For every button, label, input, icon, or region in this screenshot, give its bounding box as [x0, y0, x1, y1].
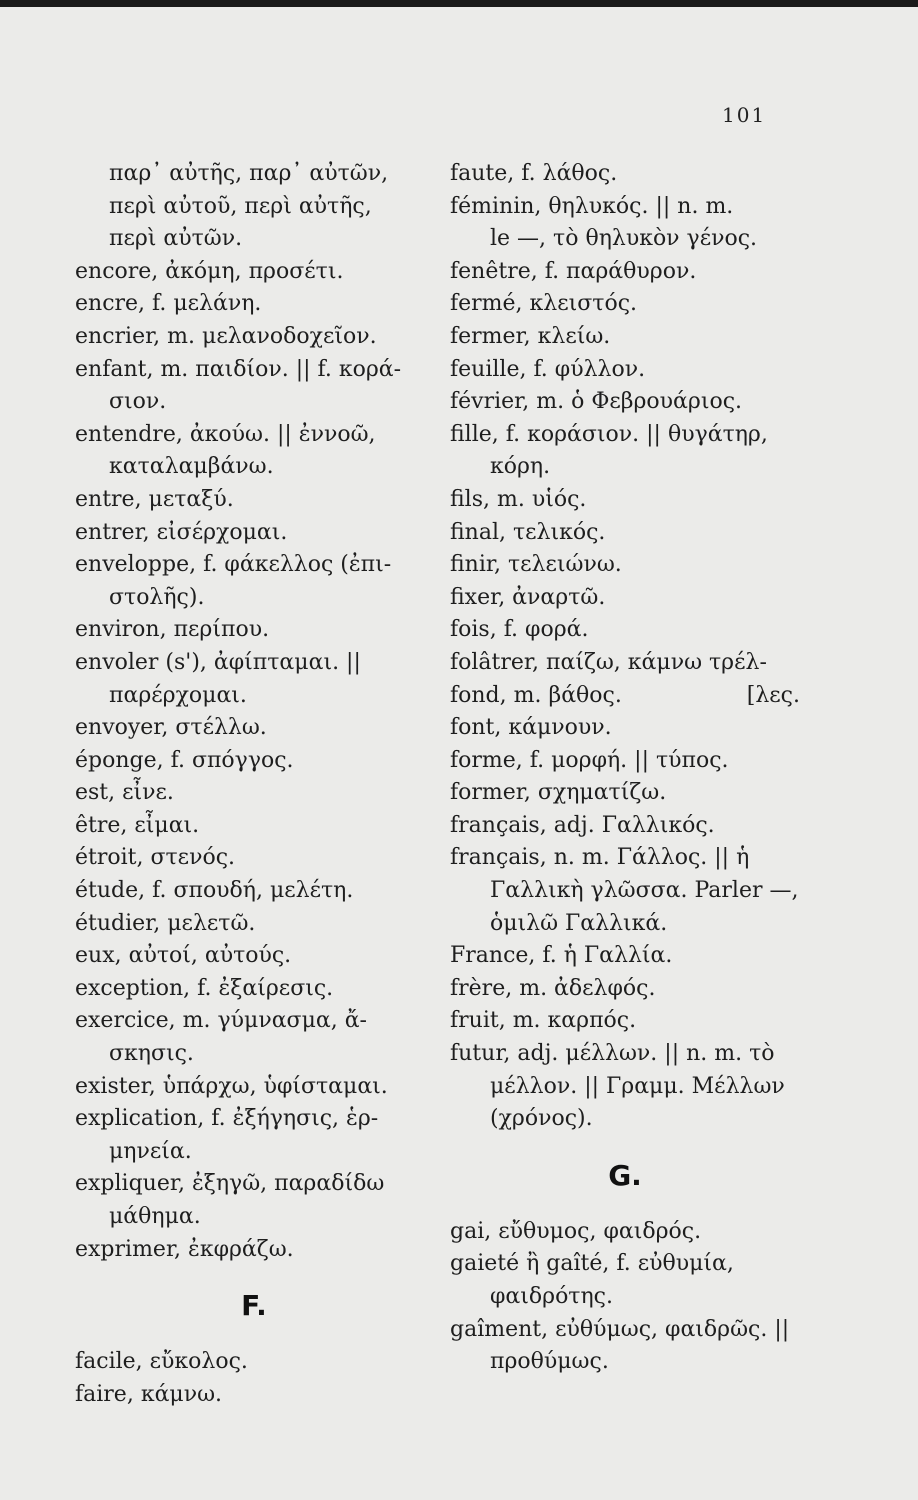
dictionary-entry: enfant, m. παιδίον. || f. κορά-: [75, 356, 402, 382]
entry-continuation-line: σιον.: [109, 389, 167, 415]
dictionary-entry: février, m. ὁ Φεβρουάριος.: [450, 389, 743, 415]
dictionary-entry: final, τελικός.: [450, 519, 606, 545]
left-column: [75, 158, 433, 1411]
dictionary-entry: gaieté ἢ gaîté, f. εὐθυμία,: [450, 1251, 734, 1277]
dictionary-entry: fils, m. υἱός.: [450, 486, 587, 512]
dictionary-entry: faute, f. λάθος.: [450, 161, 618, 186]
dictionary-entry: féminin, θηλυκός. || n. m.: [450, 193, 734, 219]
dictionary-entry: explication, f. ἐξήγησις, ἑρ-: [75, 1106, 379, 1132]
dictionary-entry: encore, ἀκόμη, προσέτι.: [75, 258, 344, 284]
dictionary-entry: eux, αὐτοί, αὐτούς.: [75, 943, 292, 969]
dictionary-entry: est, εἶνε.: [75, 780, 174, 806]
dictionary-entry: exception, f. ἐξαίρεσις.: [75, 975, 334, 1001]
entry-continuation-line: παρ᾽ αὐτῆς, παρ᾽ αὐτῶν,: [109, 161, 389, 186]
dictionary-entry: entrer, εἰσέρχομαι.: [75, 519, 288, 545]
page-number: 101: [722, 103, 767, 127]
dictionary-entry: expliquer, ἐξηγῶ, παραδίδω: [75, 1171, 385, 1197]
dictionary-entry: fenêtre, f. παράθυρον.: [450, 258, 697, 284]
dictionary-entry: gai, εὔθυμος, φαιδρός.: [450, 1218, 702, 1244]
dictionary-entry: font, κάμνουν.: [450, 715, 612, 741]
dictionary-entry: encre, f. μελάνη.: [75, 291, 262, 317]
entry-continuation-line: μηνεία.: [109, 1138, 192, 1164]
entry-continuation-line: le —, τὸ θηλυκὸν γένος.: [490, 226, 758, 252]
entry-continuation-line: προθύμως.: [490, 1349, 609, 1375]
entry-continuation-line: (χρόνος).: [490, 1106, 593, 1132]
dictionary-entry: français, n. m. Γάλλος. || ἡ: [450, 845, 750, 871]
dictionary-entry: étude, f. σπουδή, μελέτη.: [75, 878, 354, 904]
dictionary-entry: former, σχηματίζω.: [450, 780, 667, 806]
dictionary-entry: étudier, μελετῶ.: [75, 910, 256, 936]
entry-continuation-line: περὶ αὐτοῦ, περὶ αὐτῆς,: [109, 193, 372, 219]
dictionary-entry: envoler (s'), ἀφίπταμαι. ||: [75, 649, 361, 675]
dictionary-entry: fois, f. φορά.: [450, 617, 589, 643]
dictionary-entry: fille, f. κοράσιον. || θυγάτηρ,: [450, 421, 768, 447]
carried-over-fragment: [λες.: [746, 682, 800, 708]
dictionary-entry: folâtrer, παίζω, κάμνω τρέλ-: [450, 649, 767, 675]
dictionary-entry: feuille, f. φύλλον.: [450, 356, 646, 382]
entry-continuation-line: μάθημα.: [109, 1204, 201, 1229]
section-letter-heading: G.: [608, 1158, 642, 1192]
dictionary-entry: enveloppe, f. φάκελλος (ἐπι-: [75, 552, 392, 578]
dictionary-entry: entendre, ἀκούω. || ἐννοῶ,: [75, 421, 376, 447]
dictionary-entry: fermer, κλείω.: [450, 323, 611, 349]
dictionary-entry: exercice, m. γύμνασμα, ἄ-: [75, 1008, 367, 1034]
entry-continuation-line: περὶ αὐτῶν.: [109, 226, 243, 252]
entry-continuation-line: κόρη.: [490, 454, 551, 480]
dictionary-entry: finir, τελειώνω.: [450, 552, 622, 578]
dictionary-entry: entre, μεταξύ.: [75, 486, 234, 512]
entry-continuation-line: Γαλλικὴ γλῶσσα. Parler —,: [490, 878, 799, 904]
dictionary-entry: faire, κάμνω.: [75, 1381, 223, 1407]
entry-continuation-line: ὁμιλῶ Γαλλικά.: [490, 910, 668, 936]
dictionary-entry: futur, adj. μέλλων. || n. m. τὸ: [450, 1041, 775, 1067]
dictionary-entry: fermé, κλειστός.: [450, 291, 638, 317]
dictionary-entry: exister, ὑπάρχω, ὑφίσταμαι.: [75, 1073, 388, 1099]
entry-continuation-line: φαιδρότης.: [490, 1284, 613, 1309]
entry-continuation-line: στολῆς).: [109, 584, 205, 610]
dictionary-entry: facile, εὔκολος.: [75, 1349, 248, 1375]
dictionary-entry: fruit, m. καρπός.: [450, 1008, 637, 1034]
page-top-edge: [0, 0, 918, 7]
entry-text: fond, m. βάθος.: [450, 682, 622, 708]
dictionary-entry: être, εἶμαι.: [75, 812, 200, 838]
dictionary-entry: envoyer, στέλλω.: [75, 715, 267, 741]
entry-continuation-line: σκησις.: [109, 1041, 194, 1067]
dictionary-entry: exprimer, ἐκφράζω.: [75, 1236, 294, 1262]
dictionary-entry: [450, 680, 800, 713]
entry-continuation-line: καταλαμβάνω.: [109, 454, 274, 480]
entry-continuation-line: παρέρχομαι.: [109, 682, 247, 708]
dictionary-entry: forme, f. μορφή. || τύπος.: [450, 747, 729, 773]
entry-continuation-line: μέλλον. || Γραμμ. Μέλλων: [490, 1073, 785, 1099]
dictionary-entry: gaîment, εὐθύμως, φαιδρῶς. ||: [450, 1316, 790, 1342]
dictionary-entry: français, adj. Γαλλικός.: [450, 812, 715, 838]
section-letter-heading: F.: [241, 1289, 267, 1323]
dictionary-entry: encrier, m. μελανοδοχεῖον.: [75, 323, 377, 349]
dictionary-entry: éponge, f. σπόγγος.: [75, 747, 294, 773]
dictionary-entry: frère, m. ἀδελφός.: [450, 975, 656, 1001]
dictionary-entry: fixer, ἀναρτῶ.: [450, 584, 606, 610]
dictionary-entry: étroit, στενός.: [75, 845, 236, 871]
dictionary-entry: environ, περίπου.: [75, 617, 270, 643]
right-column: [450, 158, 800, 1379]
dictionary-entry: France, f. ἡ Γαλλία.: [450, 943, 673, 969]
